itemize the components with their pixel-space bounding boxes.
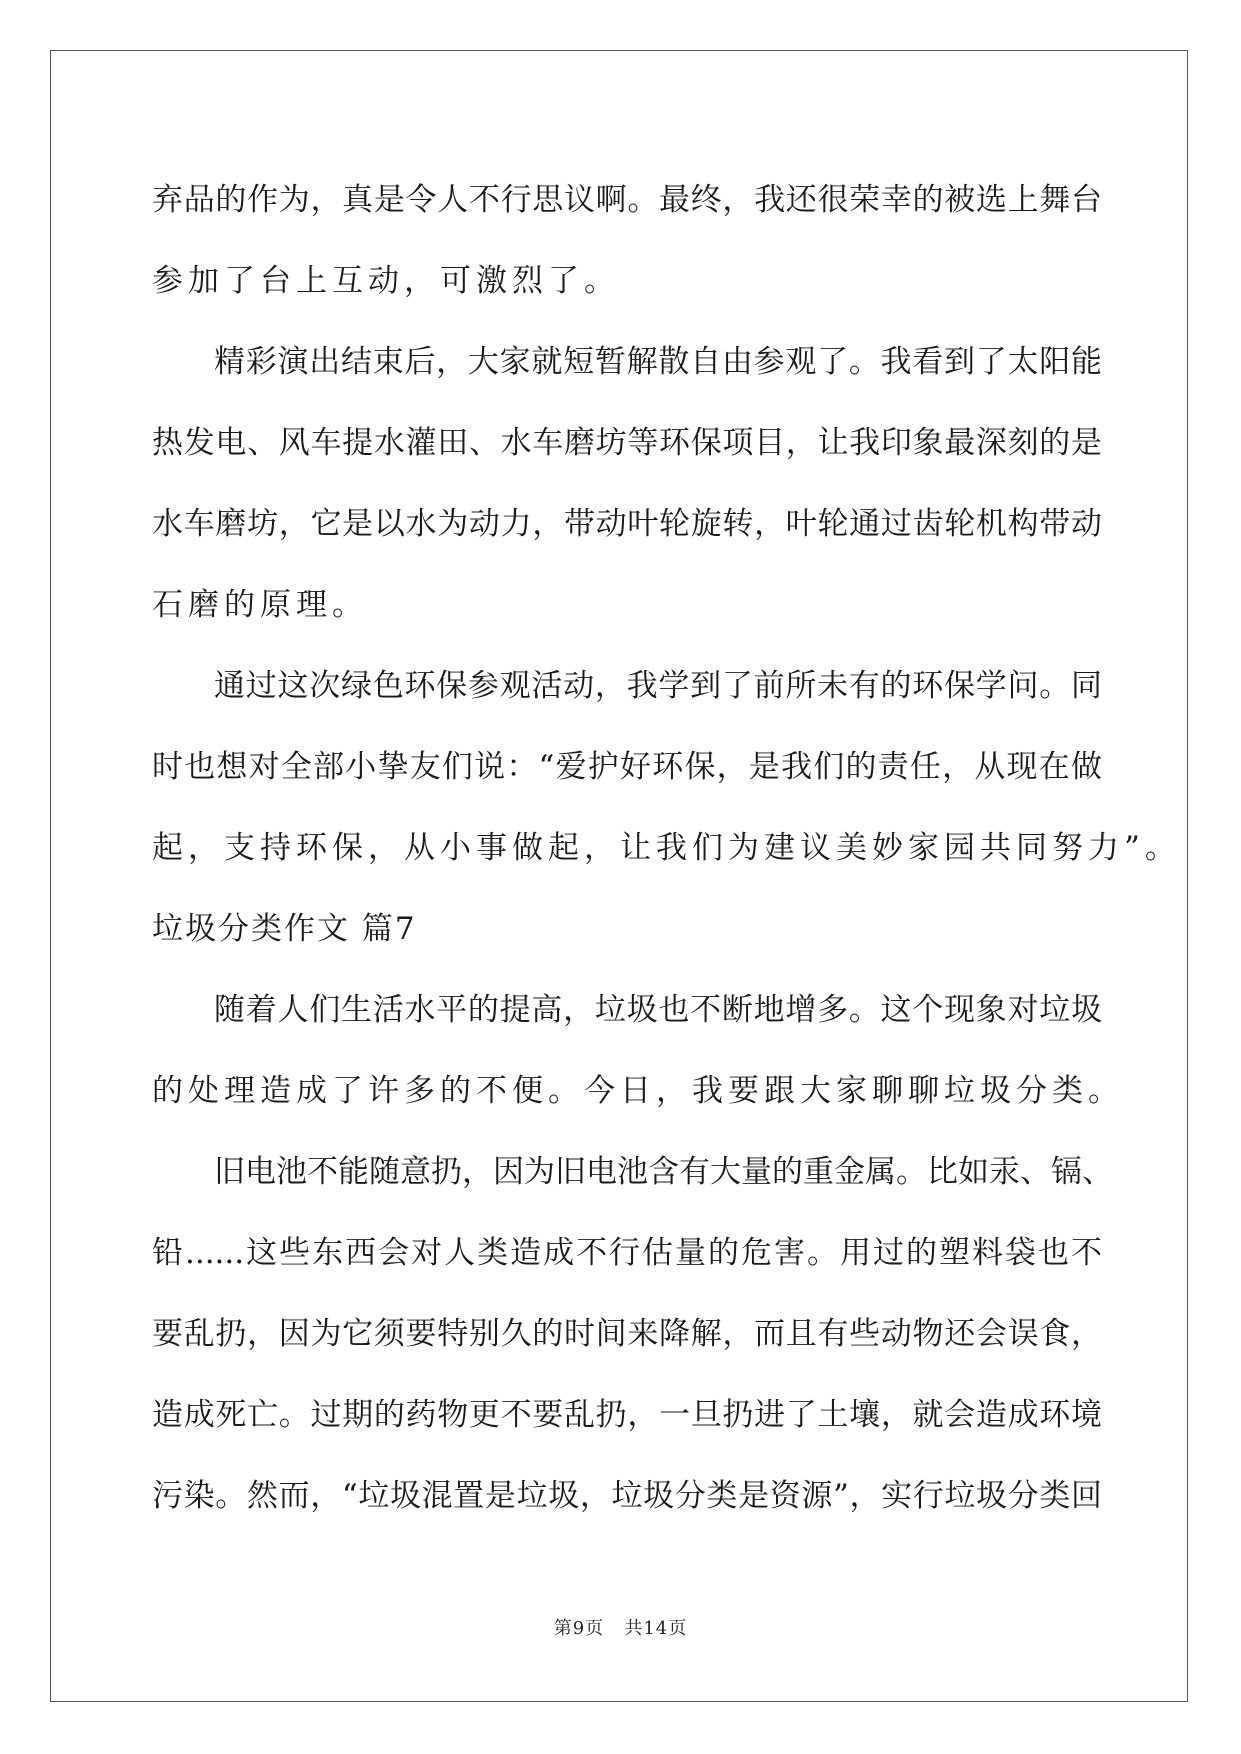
paragraph-line: 造成死亡。过期的药物更不要乱扔，一旦扔进了土壤，就会造成环境 — [152, 1397, 1102, 1433]
paragraph-line: 通过这次绿色环保参观活动，我学到了前所未有的环保学问。同 — [214, 668, 1102, 704]
paragraph-line: 时也想对全部小挚友们说：“爱护好环保，是我们的责任，从现在做 — [152, 749, 1102, 785]
paragraph-line: 污染。然而，“垃圾混置是垃圾，垃圾分类是资源”，实行垃圾分类回 — [152, 1478, 1102, 1514]
paragraph-line: 水车磨坊，它是以水为动力，带动叶轮旋转，叶轮通过齿轮机构带动 — [152, 506, 1102, 542]
paragraph-line: 弃品的作为，真是令人不行思议啊。最终，我还很荣幸的被选上舞台 — [152, 182, 1102, 218]
paragraph-line: 随着人们生活水平的提高，垃圾也不断地增多。这个现象对垃圾 — [214, 992, 1102, 1028]
page-number: 第9页 — [553, 1618, 605, 1639]
paragraph-line: 的处理造成了许多的不便。今日，我要跟大家聊聊垃圾分类。 — [152, 1073, 1124, 1109]
section-heading: 垃圾分类作文 篇7 — [152, 911, 417, 947]
paragraph-line: 铅......这些东西会对人类造成不行估量的危害。用过的塑料袋也不 — [152, 1235, 1102, 1271]
document-body — [152, 160, 1181, 1537]
paragraph-line: 起，支持环保，从小事做起，让我们为建议美妙家园共同努力”。 — [152, 830, 1181, 866]
paragraph-line: 精彩演出结束后，大家就短暂解散自由参观了。我看到了太阳能 — [214, 344, 1102, 380]
paragraph-line: 热发电、风车提水灌田、水车磨坊等环保项目，让我印象最深刻的是 — [152, 425, 1102, 461]
paragraph-line: 参加了台上互动，可激烈了。 — [152, 263, 620, 299]
paragraph-line: 石磨的原理。 — [152, 587, 368, 623]
paragraph-line: 旧电池不能随意扔，因为旧电池含有大量的重金属。比如汞、镉、 — [214, 1154, 1113, 1190]
page-footer — [0, 1614, 1241, 1640]
paragraph-line: 要乱扔，因为它须要特别久的时间来降解，而且有些动物还会误食， — [152, 1316, 1102, 1352]
page-total: 共14页 — [624, 1618, 688, 1639]
